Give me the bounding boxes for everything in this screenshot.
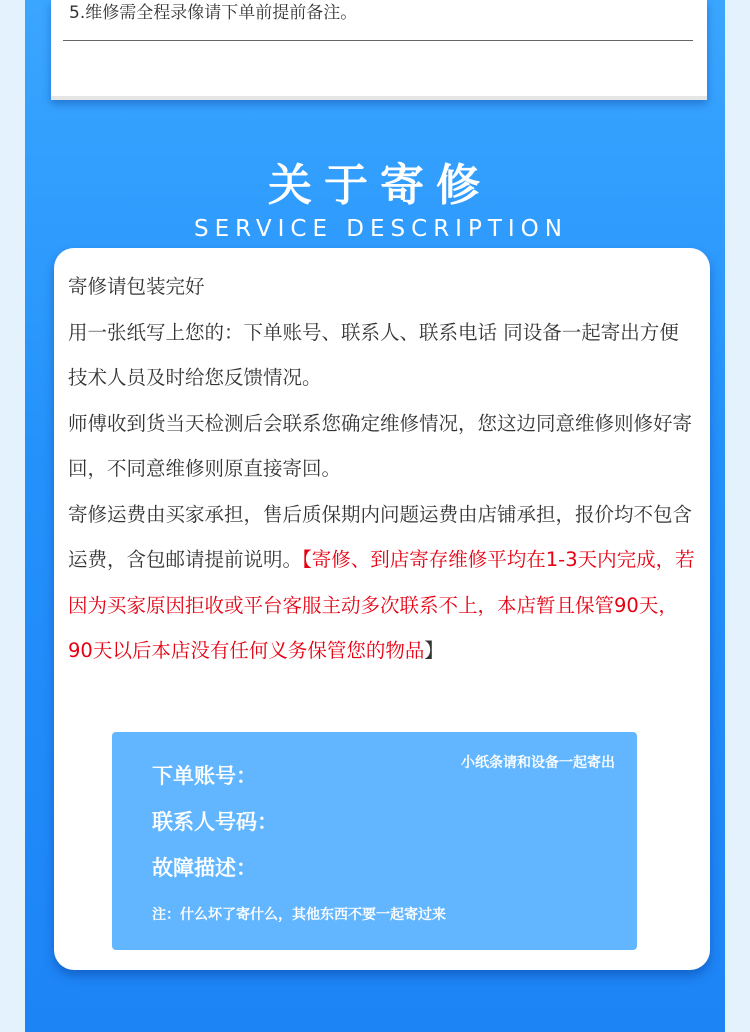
card-bottom-edge	[51, 96, 707, 100]
note-slip-example	[112, 732, 637, 950]
field-order-account: 下单账号：	[152, 764, 257, 788]
instruction-shipping	[68, 492, 698, 674]
field-contact-number: 联系人号码：	[152, 810, 278, 834]
field-fault-description: 故障描述：	[152, 856, 257, 880]
storage-warning: 【寄修、到店寄存维修平均在1-3天内完成，若因为买家原因拒收或平台客服主动多次联系不上，本店暂且保管90天，90天以后本店没有任何义务保管您的物品	[68, 548, 695, 662]
shipping-text: 寄修运费由买家承担，售后质保期内问题运费由店铺承担，报价均不包含运费，含包邮请提前说明。	[68, 502, 693, 571]
note-item-5: 5.维修需全程录像请下单前提前备注。	[69, 3, 358, 23]
note-slip-footer: 注：什么坏了寄什么，其他东西不要一起寄过来	[152, 907, 446, 923]
previous-notes-card	[51, 0, 707, 100]
instruction-note-paper: 用一张纸写上您的：下单账号、联系人、联系电话 同设备一起寄出方便技术人员及时给您反馈情况。	[68, 320, 679, 389]
left-background-strip	[0, 0, 25, 1032]
right-background-strip	[725, 0, 750, 1032]
instruction-packaging: 寄修请包装完好	[68, 275, 205, 298]
note-slip-label: 小纸条请和设备一起寄出	[461, 755, 615, 771]
divider	[63, 40, 693, 41]
bracket-close: 】	[424, 639, 444, 662]
section-subtitle: SERVICE DESCRIPTION	[194, 216, 568, 242]
repair-instructions	[68, 264, 698, 674]
repair-info-card	[54, 248, 710, 970]
section-title: 关于寄修	[268, 160, 492, 211]
instruction-inspection: 师傅收到货当天检测后会联系您确定维修情况，您这边同意维修则修好寄回，不同意维修则原直接寄回。	[68, 411, 693, 480]
